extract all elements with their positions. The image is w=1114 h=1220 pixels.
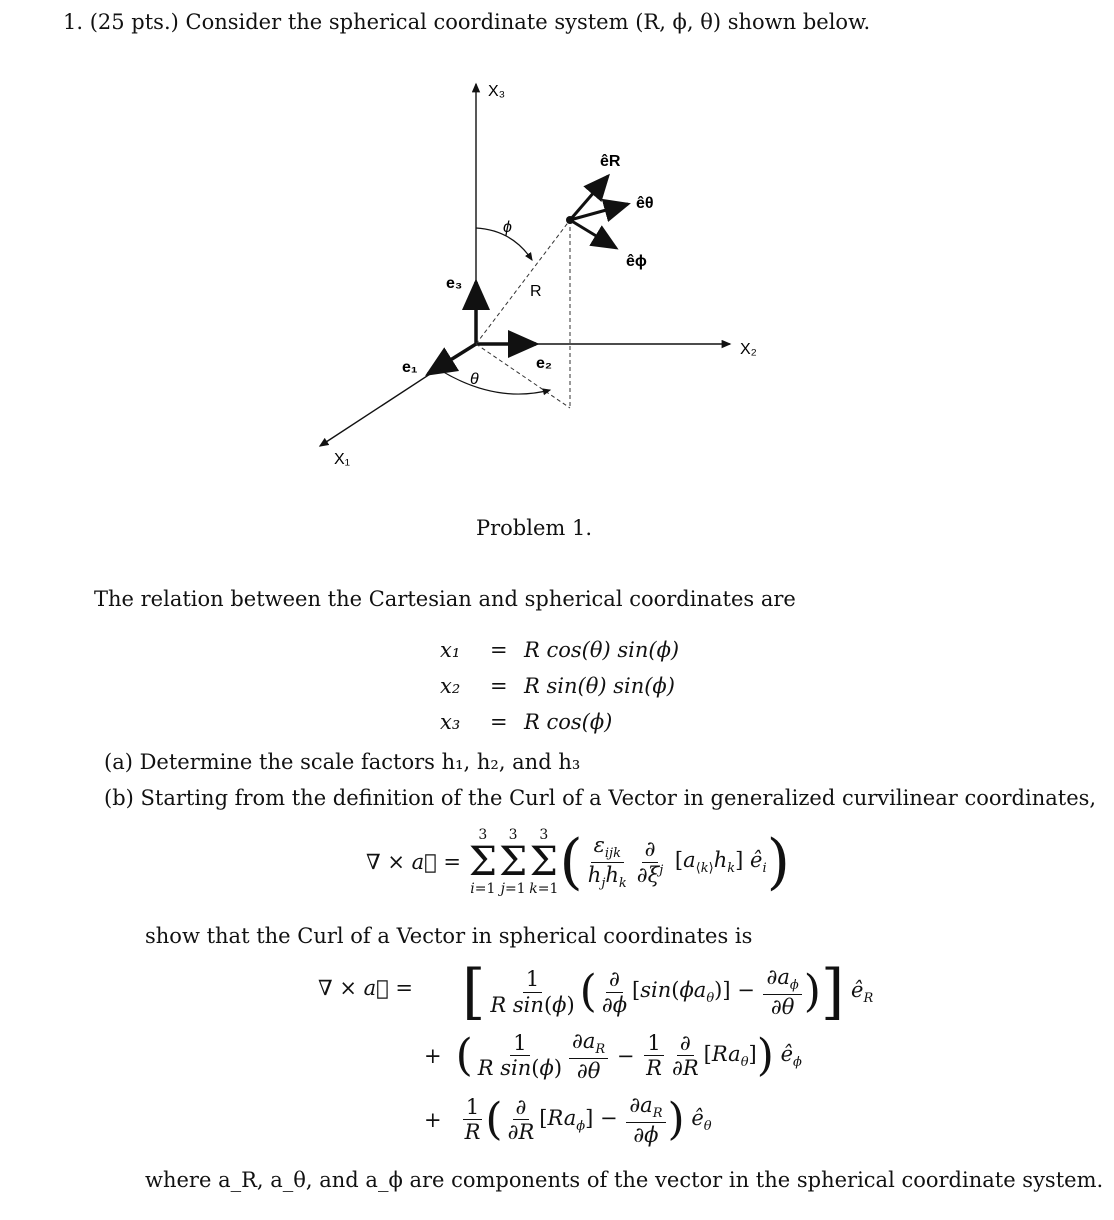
r-label: R	[530, 283, 542, 300]
relation-lhs-3: x₃	[440, 710, 461, 734]
x2-label: X₂	[740, 341, 757, 358]
e2-label: e₂	[536, 355, 553, 372]
ephi-vector	[570, 220, 616, 248]
curl-term-theta: + $\frac{1}{R}$ ( $\frac{\partial}{\partial R}$ $[Ra_\phi]$ − $\frac{\partial a_R}{\partial\phi}$ ) $ê_\theta$	[424, 1093, 712, 1147]
relation-eq-2: =	[490, 674, 508, 698]
where-text: where a_R, a_θ, and a_ϕ are components of the vector in the spherical coordinate system.	[145, 1168, 1104, 1192]
figure-caption: Problem 1.	[476, 516, 593, 540]
part-b: (b) Starting from the definition of the Curl of a Vector in generalized curvilinear coordinates,	[104, 786, 1097, 810]
ephi-label: êϕ	[626, 253, 647, 270]
relation-rhs-1: R cos(θ) sin(ϕ)	[524, 638, 680, 662]
projection-ground	[476, 344, 570, 408]
relation-eq-3: =	[490, 710, 508, 734]
er-label: êR	[600, 153, 621, 170]
x1-label: X₁	[334, 451, 351, 468]
intro-text: The relation between the Cartesian and spherical coordinates are	[94, 587, 796, 611]
curl-definition-equation: ∇ × a⃗ = 3 Σ i=1 3 Σ j=1 3 Σ k=1 ( $\frac{\varepsilon_{ijk}}{h_jh_k}$ $\frac{\partial}{\partial\xi^j}$ $[a_{⟨k⟩}h_k]$ $ê_i$ )	[366, 827, 791, 897]
theta-label: θ	[470, 371, 479, 388]
relation-lhs-2: x₂	[440, 674, 461, 698]
theta-arc	[440, 370, 550, 394]
relation-rhs-2: R sin(θ) sin(ϕ)	[524, 674, 675, 698]
relations-block	[440, 632, 679, 740]
r-line	[476, 220, 570, 344]
relation-lhs-1: x₁	[440, 638, 461, 662]
show-text: show that the Curl of a Vector in spherical coordinates is	[145, 924, 753, 948]
part-a: (a) Determine the scale factors h₁, h₂, and h₃	[104, 750, 581, 774]
x3-label: X₃	[488, 83, 506, 100]
spherical-coordinate-figure	[300, 78, 780, 478]
etheta-label: êθ	[636, 195, 654, 212]
relation-rhs-3: R cos(ϕ)	[524, 710, 613, 734]
curl-term-phi: + ( $\frac{1}{\text{R sin(ϕ)}}$ $\frac{\partial a_R}{\partial\theta}$ − $\frac{1}{R}$ $\frac{\partial}{\partial R}$ $[Ra_\theta]$ ) $ê_\phi$	[424, 1029, 802, 1083]
problem-header: 1. (25 pts.) Consider the spherical coordinate system (R, ϕ, θ) shown below.	[63, 10, 871, 34]
e1-vector	[428, 344, 476, 374]
e3-label: e₃	[446, 275, 463, 292]
relation-eq-1: =	[490, 638, 508, 662]
phi-label: ϕ	[503, 219, 512, 236]
curl-term-r: [ $\frac{1}{\text{R sin(ϕ)}}$ ( $\frac{\partial}{\partial\phi}$ $[\sin(\phi a_\theta)]$ − $\frac{\partial a_\phi}{\partial\theta}$ ) ] $ê_R$	[462, 957, 874, 1027]
e1-label: e₁	[402, 359, 418, 376]
curl-lhs: ∇ × a⃗ =	[318, 976, 414, 1000]
